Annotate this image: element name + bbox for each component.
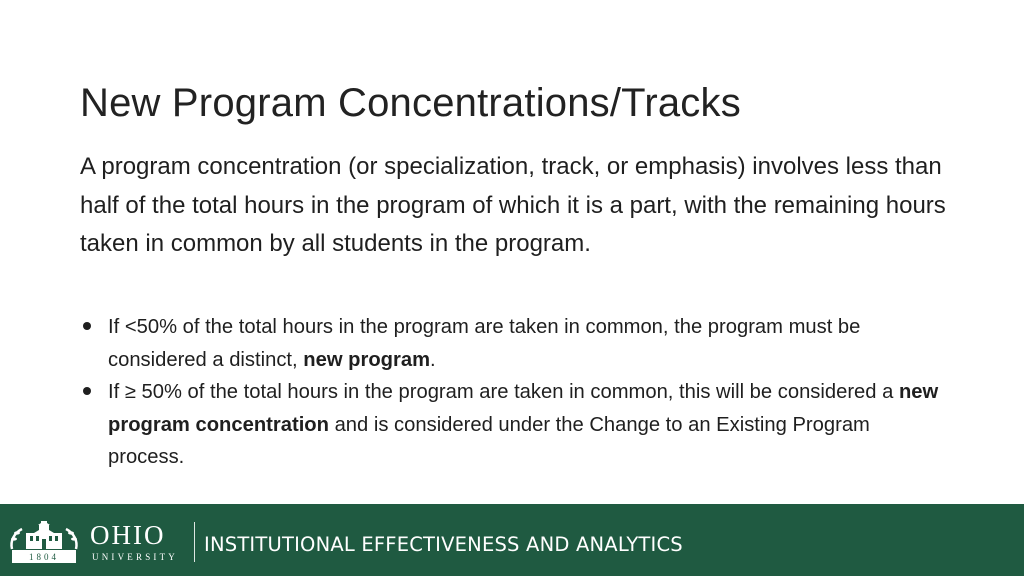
bullet-text: If ≥ 50% of the total hours in the program are taken in common, this will be considered a bbox=[108, 381, 899, 403]
slide-title: New Program Concentrations/Tracks bbox=[80, 80, 741, 125]
footer-divider bbox=[194, 522, 195, 562]
university-subname: UNIVERSITY bbox=[92, 552, 178, 562]
bullet-text-end: and is considered under the Change to an Existing Program process. bbox=[108, 413, 870, 468]
department-name: INSTITUTIONAL EFFECTIVENESS AND ANALYTICS bbox=[204, 533, 683, 556]
bullet-item bbox=[80, 376, 940, 474]
bullet-text: If <50% of the total hours in the program are taken in common, the program must be considered a distinct, bbox=[108, 316, 861, 371]
seal-year: 1804 bbox=[29, 552, 59, 562]
intro-paragraph: A program concentration (or specialization, track, or emphasis) involves less than half of the total hours in the program of which it is a part, with the remaining hours taken in common by all students in the program. bbox=[80, 153, 946, 257]
bullet-list bbox=[80, 311, 940, 474]
bullet-text-end: . bbox=[430, 348, 436, 371]
footer-bar bbox=[0, 504, 1024, 576]
university-wordmark: OHIO bbox=[90, 520, 166, 550]
bullet-emphasis: new program bbox=[303, 348, 431, 371]
bullet-emphasis: new program concentration bbox=[108, 381, 939, 436]
bullet-dot-icon bbox=[83, 322, 91, 330]
university-seal-icon bbox=[8, 519, 80, 565]
bullet-dot-icon bbox=[83, 387, 91, 395]
bullet-item bbox=[80, 311, 940, 376]
